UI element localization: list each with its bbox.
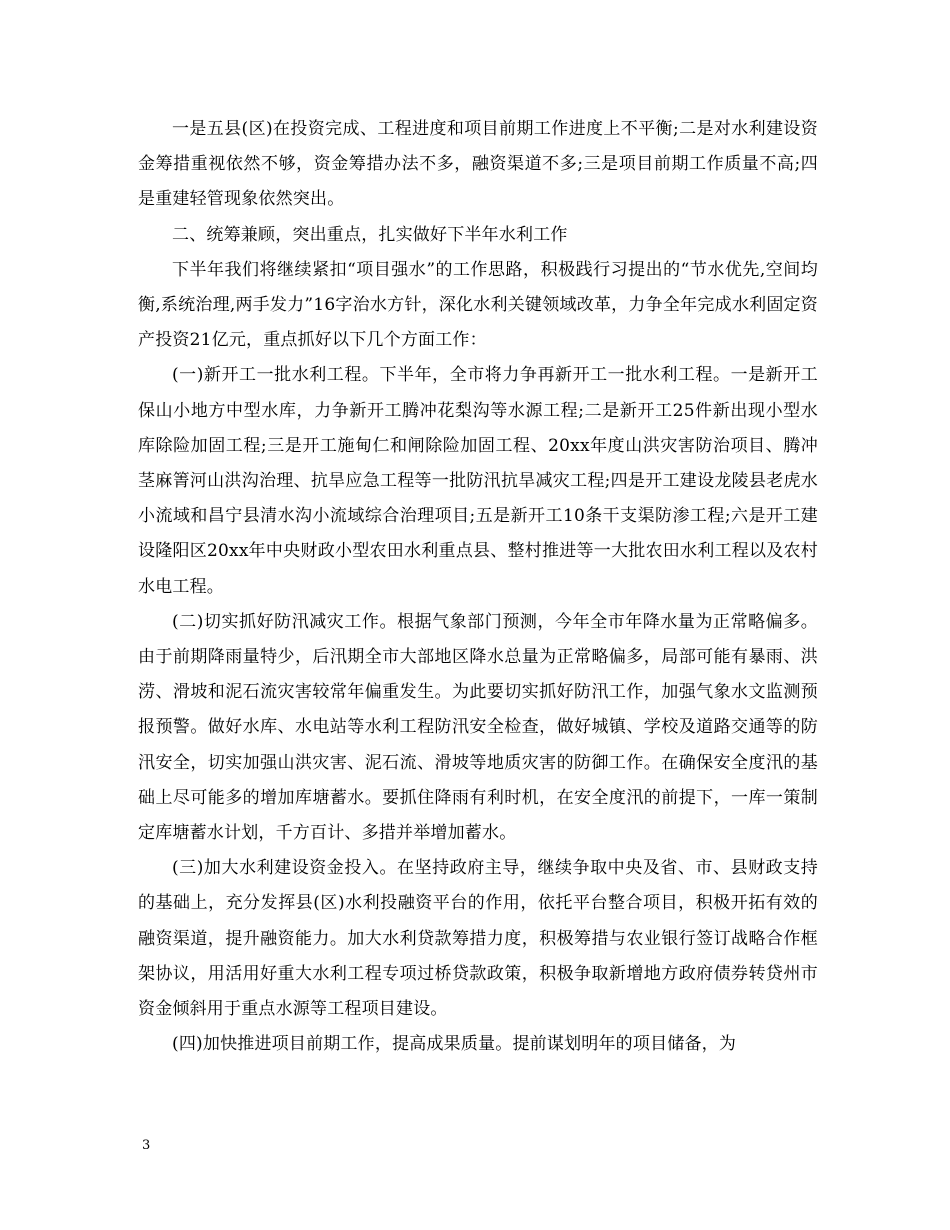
- document-body: [138, 112, 818, 1062]
- paragraph-item-4: (四)加快推进项目前期工作，提高成果质量。提前谋划明年的项目储备，为: [172, 1034, 737, 1055]
- section-heading-2: 二、统筹兼顾，突出重点，扎实做好下半年水利工作: [172, 224, 568, 245]
- paragraph-item-3: (三)加大水利建设资金投入。在坚持政府主导，继续争取中央及省、市、县财政支持的基础上，充分发挥县(区)水利投融资平台的作用，依托平台整合项目，积极开拓有效的融资渠道，提升融资能力。加大水利贷款筹措力度，积极筹措与农业银行签订战略合作框架协议，用活用好重大水利工程专项过桥贷款政策，积极争取新增地方政府债券转贷州市资金倾斜用于重点水源等工程项目建设。: [138, 858, 818, 1020]
- paragraph-problems: 一是五县(区)在投资完成、工程进度和项目前期工作进度上不平衡;二是对水利建设资金筹措重视依然不够，资金筹措办法不多，融资渠道不多;三是项目前期工作质量不高;四是重建轻管现象依然突出。: [138, 119, 818, 210]
- page-number: 3: [142, 1138, 151, 1153]
- paragraph-item-2: (二)切实抓好防汛减灾工作。根据气象部门预测，今年全市年降水量为正常略偏多。由于前期降雨量特少，后汛期全市大部地区降水总量为正常略偏多，局部可能有暴雨、洪涝、滑坡和泥石流灾害较常年偏重发生。为此要切实抓好防汛工作，加强气象水文监测预报预警。做好水库、水电站等水利工程防汛安全检查，做好城镇、学校及道路交通等的防汛安全，切实加强山洪灾害、泥石流、滑坡等地质灾害的防御工作。在确保安全度汛的基础上尽可能多的增加库塘蓄水。要抓住降雨有利时机，在安全度汛的前提下，一库一策制定库塘蓄水计划，千方百计、多措并举增加蓄水。: [138, 611, 818, 844]
- paragraph-item-1: (一)新开工一批水利工程。下半年，全市将力争再新开工一批水利工程。一是新开工保山小地方中型水库，力争新开工腾冲花梨沟等水源工程;二是新开工25件新出现小型水库除险加固工程;三是开工施甸仁和闸除险加固工程、20xx年度山洪灾害防治项目、腾冲茎麻箐河山洪沟治理、抗旱应急工程等一批防汛抗旱减灾工程;四是开工建设龙陵县老虎水小流域和昌宁县清水沟小流域综合治理项目;五是新开工10条干支渠防渗工程;六是开工建设隆阳区20xx年中央财政小型农田水利重点县、整村推进等一大批农田水利工程以及农村水电工程。: [138, 365, 818, 597]
- paragraph-intro: 下半年我们将继续紧扣“项目强水”的工作思路，积极践行习提出的“节水优先,空间均衡,系统治理,两手发力”16字治水方针，深化水利关键领域改革，力争全年完成水利固定资产投资21亿元，重点抓好以下几个方面工作：: [138, 259, 818, 351]
